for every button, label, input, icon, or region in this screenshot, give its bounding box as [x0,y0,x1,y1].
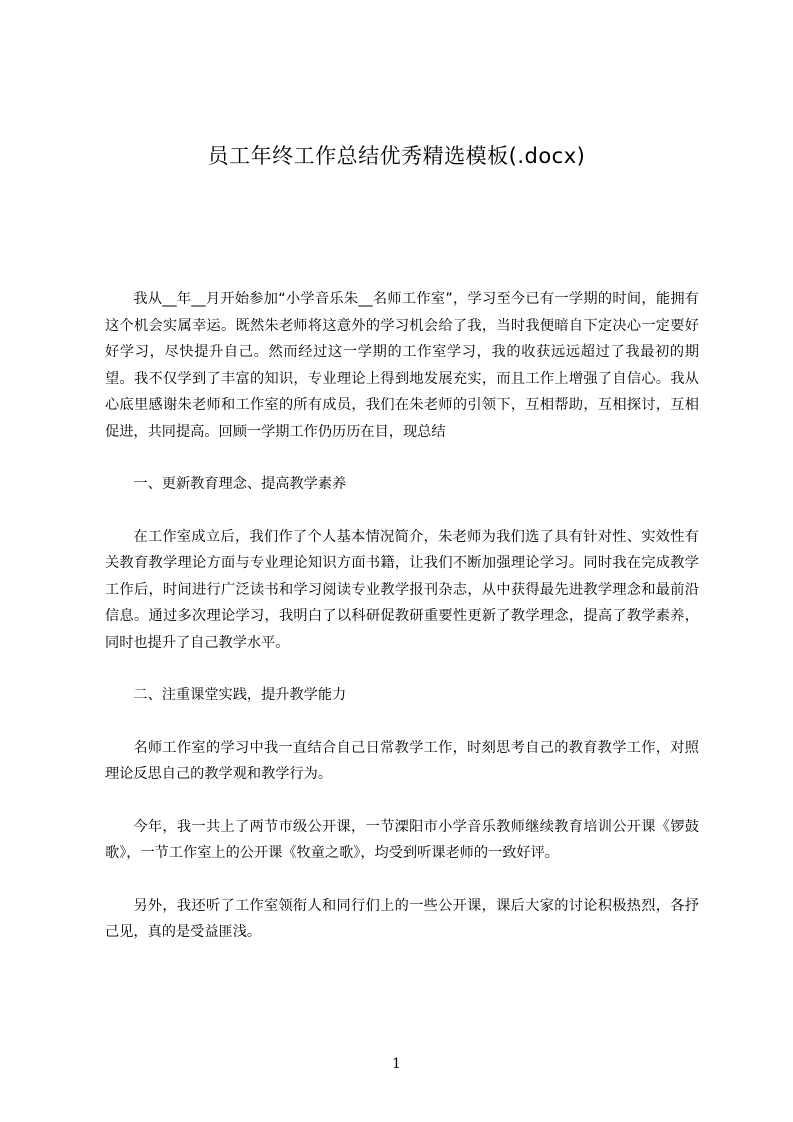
section-2-paragraph-3: 另外，我还听了工作室领衔人和同行们上的一些公开课，课后大家的讨论积极热烈，各抒己见，真的是受益匪浅。 [105,897,699,940]
page-title: 员工年终工作总结优秀精选模板(.docx) [207,144,586,168]
spacer [105,788,699,814]
document-body [105,286,699,946]
page-number: 1 [392,1056,401,1072]
spacer [105,709,699,735]
section-2-paragraph-1: 名师工作室的学习中我一直结合自己日常教学工作，时刻思考自己的教育教学工作，对照理论反思自己的教学观和教学行为。 [105,739,699,782]
spacer [105,445,699,471]
spacer [105,498,699,524]
spacer [105,867,699,893]
intro-paragraph: 我从__年__月开始参加“小学音乐朱__名师工作室”，学习至今已有一学期的时间，能拥有这个机会实属幸运。既然朱老师将这意外的学习机会给了我，当时我便暗自下定决心一定要好好学习，尽快提升自己。然而经过这一学期的工作室学习，我的收获远远超过了我最初的期望。我不仅学到了丰富的知识，专业理论上得到地发展充实，而且工作上增强了自信心。我从心底里感谢朱老师和工作室的所有成员，我们在朱老师的引领下，互相帮助，互相探讨，互相促进，共同提高。回顾一学期工作仍历历在目，现总结 [105,291,699,440]
spacer [105,656,699,682]
section-heading-2: 二、注重课堂实践，提升教学能力 [133,687,347,703]
section-1-paragraph: 在工作室成立后，我们作了个人基本情况简介，朱老师为我们选了具有针对性、实效性有关教育教学理论方面与专业理论知识方面书籍，让我们不断加强理论学习。同时我在完成教学工作后，时间进行广泛读书和学习阅读专业教学报刊杂志，从中获得最先进教学理念和最前沿信息。通过多次理论学习，我明白了以科研促教研重要性更新了教学理念，提高了教学素养，同时也提升了自己教学水平。 [105,528,699,651]
section-heading-1: 一、更新教育理念、提高教学素养 [133,476,347,492]
section-2-paragraph-2: 今年，我一共上了两节市级公开课，一节溧阳市小学音乐教师继续教育培训公开课《锣鼓歌》，一节工作室上的公开课《牧童之歌》，均受到听课老师的一致好评。 [105,818,699,861]
